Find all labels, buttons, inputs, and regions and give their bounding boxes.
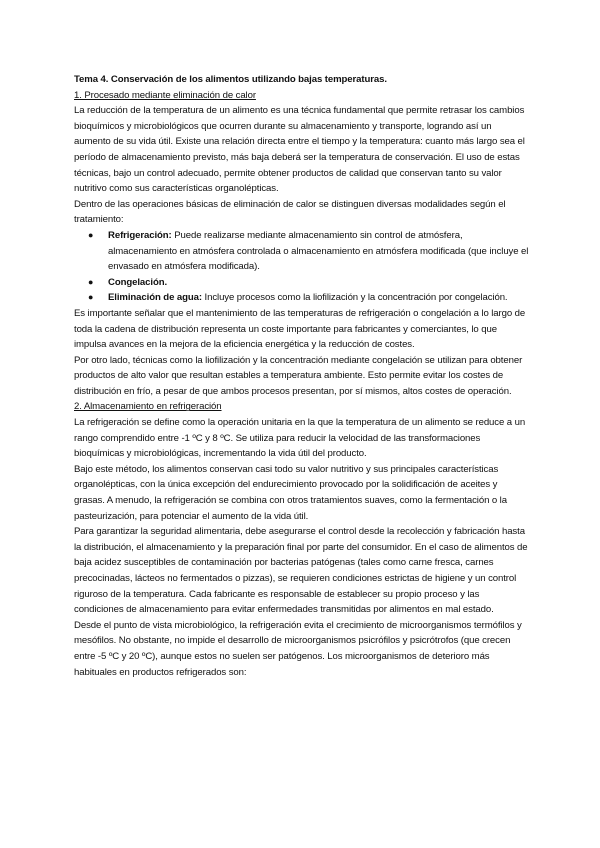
list-item-refrigeracion xyxy=(88,228,530,275)
document-page xyxy=(74,72,530,680)
section-heading-1: 1. Procesado mediante eliminación de calor xyxy=(74,89,256,101)
paragraph-1: La reducción de la temperatura de un alimento es una técnica fundamental que permite retrasar los cambios bioquímicos y microbiológicos que ocurren durante su almacenamiento y transporte, logrando así un aumento de su vida útil. Existe una relación directa entre el tiempo y la temperatura: cuanto más largo sea el período de almacenamiento previsto, más baja deberá ser la temperatura de conservación. El uso de estas técnicas, bajo un control adecuado, permite obtener productos de calidad que conservan tanto su valor nutritivo como sus características organolépticas. xyxy=(74,105,525,195)
bullet-icon: ● xyxy=(88,229,94,240)
treatment-list xyxy=(74,228,530,306)
section-heading-2: 2. Almacenamiento en refrigeración xyxy=(74,401,222,413)
paragraph-7: Para garantizar la seguridad alimentaria, debe asegurarse el control desde la recolección y fabricación hasta la distribución, el almacenamiento y la preparación final por parte del consumidor. En el caso de alimentos de baja acidez susceptibles de contaminación por bacterias patógenas (tales como carne fresca, carnes precocinadas, lácteos no fermentados o pizzas), se requieren condiciones estrictas de higiene y un control riguroso de la temperatura. Cada fabricante es responsable de establecer su propio proceso y las condiciones de almacenamiento para evitar enfermedades transmitidas por alimentos en mal estado. xyxy=(74,526,528,616)
paragraph-6: Bajo este método, los alimentos conservan casi todo su valor nutritivo y sus principales características organolépticas, con la única excepción del endurecimiento provocado por la solidificación de aceites y grasas. A menudo, la refrigeración se combina con otros tratamientos suaves, como la fermentación o la pasteurización, para potenciar el aumento de la vida útil. xyxy=(74,463,507,522)
list-item-text: Incluye procesos como la liofilización y la concentración por congelación. xyxy=(201,292,508,304)
list-item-congelacion xyxy=(88,275,530,291)
paragraph-5: La refrigeración se define como la operación unitaria en la que la temperatura de un alimento se reduce a un rango comprendido entre -1 ºC y 8 ºC. Se utiliza para reducir la velocidad de las transformaciones bioquímicas y microbiológicas, incrementando la vida útil del producto. xyxy=(74,417,526,460)
list-item-text: Puede realizarse mediante almacenamiento sin control de atmósfera, almacenamiento en atmósfera controlada o almacenamiento en atmósfera modificada (que incluye el envasado en atmósfera modificada). xyxy=(108,229,529,273)
paragraph-4: Por otro lado, técnicas como la liofilización y la concentración mediante congelación se utilizan para obtener productos de alto valor que resultan estables a temperatura ambiente. Esto permite evitar los costes de distribución en frío, a pesar de que ambos procesos presentan, por sí mismos, altos costes de operación. xyxy=(74,354,523,397)
paragraph-3: Es importante señalar que el mantenimiento de las temperaturas de refrigeración o congelación a lo largo de toda la cadena de distribución representa un coste importante para fabricantes y comerciantes, lo que impulsa avances en la mejora de la eficiencia energética y la reducción de costes. xyxy=(74,307,526,351)
bullet-icon: ● xyxy=(88,292,94,303)
list-item-term: Eliminación de agua: xyxy=(108,292,202,304)
list-item-eliminacion-agua xyxy=(88,290,530,306)
list-item-term: Refrigeración: xyxy=(108,229,172,241)
document-title: Tema 4. Conservación de los alimentos utilizando bajas temperaturas. xyxy=(74,74,387,85)
list-item-term: Congelación. xyxy=(108,276,168,288)
bullet-icon: ● xyxy=(88,276,94,287)
paragraph-8: Desde el punto de vista microbiológico, la refrigeración evita el crecimiento de microorganismos termófilos y mesófilos. No obstante, no impide el desarrollo de microorganismos psicrófilos y psicrótrofos (que crecen entre -5 ºC y 20 ºC), aunque estos no suelen ser patógenos. Los microorganismos de deterioro más habituales en productos refrigerados son: xyxy=(74,619,522,678)
paragraph-2: Dentro de las operaciones básicas de eliminación de calor se distinguen diversas modalidades según el tratamiento: xyxy=(74,198,506,226)
